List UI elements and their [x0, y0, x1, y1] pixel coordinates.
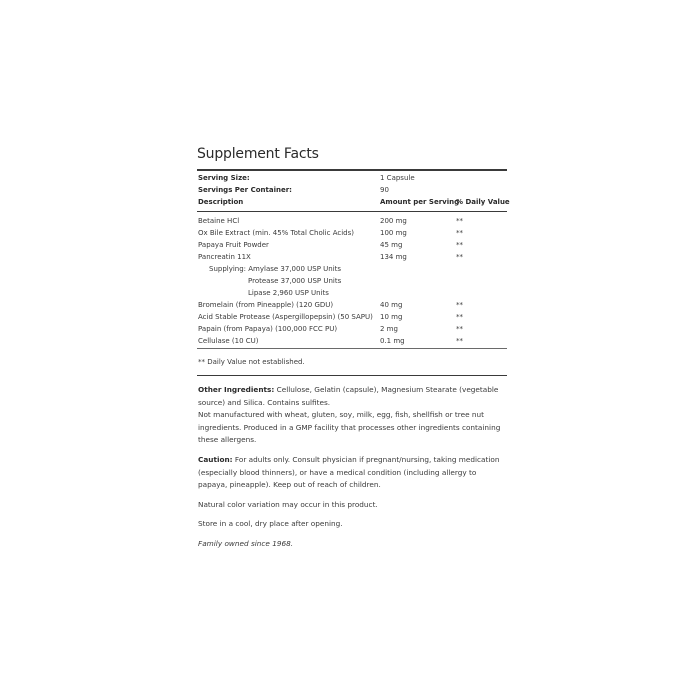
ingredient-row: [197, 311, 507, 323]
serving-size-value: 1 Capsule: [380, 174, 415, 182]
ingredient-name: Betaine HCl: [198, 217, 240, 225]
ingredient-row: [197, 251, 507, 263]
daily-value-footnote: ** Daily Value not established.: [198, 358, 305, 366]
supplying-lipase: Lipase 2,960 USP Units: [248, 289, 329, 297]
other-ingredients-label: Other Ingredients:: [198, 385, 275, 394]
caution-text: For adults only. Consult physician if pregnant/nursing, taking medication (especially blood thinners), or have a medical condition (including allergy to papaya, pineapple). Keep out of reach of children.: [198, 454, 500, 490]
ingredient-name: Papaya Fruit Powder: [198, 241, 269, 249]
ingredient-dv: **: [456, 301, 463, 309]
ingredient-dv: **: [456, 217, 463, 225]
ingredient-amount: 200 mg: [380, 217, 407, 225]
supplying-row: [197, 287, 507, 299]
servings-label: Servings Per Container:: [198, 186, 292, 194]
ingredient-amount: 45 mg: [380, 241, 403, 249]
servings-value: 90: [380, 186, 389, 194]
ingredient-name: Cellulase (10 CU): [198, 337, 259, 345]
description-header: Description: [198, 198, 244, 206]
ingredient-dv: **: [456, 337, 463, 345]
ingredient-name: Bromelain (from Pineapple) (120 GDU): [198, 301, 334, 309]
ingredient-name: Ox Bile Extract (min. 45% Total Cholic Acids): [198, 229, 354, 237]
daily-value-header: % Daily Value: [456, 198, 510, 206]
family-note: Family owned since 1968.: [198, 538, 294, 548]
ingredient-row: [197, 239, 507, 251]
supplement-facts-panel: [197, 146, 510, 558]
other-ingredients-text: Cellulose, Gelatin (capsule), Magnesium Stearate (vegetable source) and Silica. Contains sulfites.: [198, 385, 499, 407]
supplying-protease: Protease 37,000 USP Units: [248, 277, 342, 285]
supplying-row: [197, 275, 507, 287]
caution: [198, 454, 505, 492]
color-note: Natural color variation may occur in this product.: [198, 499, 378, 509]
ingredient-amount: 134 mg: [380, 253, 407, 261]
servings-per-container-row: [197, 184, 507, 196]
ingredient-name: Acid Stable Protease (Aspergillopepsin) (50 SAPU): [198, 313, 373, 321]
ingredient-amount: 0.1 mg: [380, 337, 405, 345]
serving-size-label: Serving Size:: [198, 174, 250, 182]
ingredient-dv: **: [456, 241, 463, 249]
ingredient-dv: **: [456, 313, 463, 321]
supplying-row: [197, 263, 507, 275]
serving-size-row: [197, 172, 507, 184]
other-ingredients: [198, 384, 505, 447]
label-notes: [197, 384, 507, 551]
ingredient-amount: 100 mg: [380, 229, 407, 237]
footnote-rule: [197, 375, 507, 376]
ingredient-row: [197, 335, 507, 347]
ingredient-amount: 40 mg: [380, 301, 403, 309]
serving-info: [197, 171, 510, 211]
column-header-row: [197, 196, 510, 208]
ingredient-row: [197, 227, 507, 239]
allergen-text: Not manufactured with wheat, gluten, soy, milk, egg, fish, shellfish or tree nut ingredients. Produced in a GMP facility that processes other ingredients containing these allergens.: [198, 410, 501, 445]
panel-title: Supplement Facts: [197, 146, 319, 162]
ingredient-dv: **: [456, 325, 463, 333]
supplying-amylase: Supplying: Amylase 37,000 USP Units: [209, 265, 342, 273]
ingredient-amount: 2 mg: [380, 325, 398, 333]
ingredient-dv: **: [456, 229, 463, 237]
ingredient-amount: 10 mg: [380, 313, 403, 321]
ingredient-row: [197, 299, 507, 311]
ingredient-row: [197, 323, 507, 335]
ingredient-row: [197, 215, 507, 227]
storage-note: Store in a cool, dry place after opening.: [198, 519, 343, 529]
ingredient-name: Papain (from Papaya) (100,000 FCC PU): [198, 325, 338, 333]
ingredient-list: [197, 212, 507, 348]
caution-label: Caution:: [198, 454, 233, 464]
amount-header: Amount per Serving: [380, 198, 460, 206]
ingredient-name: Pancreatin 11X: [198, 253, 251, 261]
ingredient-dv: **: [456, 253, 463, 261]
